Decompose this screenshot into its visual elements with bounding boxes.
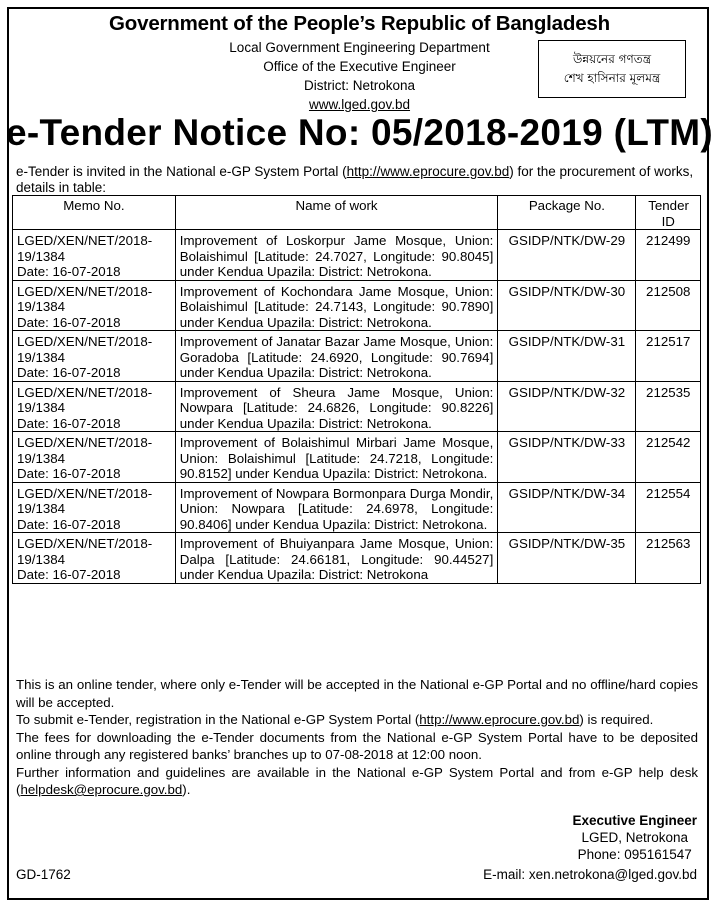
memo-cell: LGED/XEN/NET/2018- 19/1384 Date: 16-07-2018	[13, 331, 176, 382]
package-cell: GSIDP/NTK/DW-35	[498, 533, 636, 584]
package-cell: GSIDP/NTK/DW-31	[498, 331, 636, 382]
intro-text	[16, 164, 698, 196]
work-cell: Improvement of Bolaishimul Mirbari Jame Mosque, Union: Bolaishimul [Latitude: 24.7218, Longitude: 90.8152] under Kendua Upazila: District: Netrokona.	[175, 432, 498, 483]
note-registration: To submit e-Tender, registration in the National e-GP System Portal (http://www.eprocure.gov.bd) is required.	[16, 712, 654, 727]
package-cell: GSIDP/NTK/DW-32	[498, 381, 636, 432]
table-row	[13, 482, 701, 533]
table-row	[13, 533, 701, 584]
table-row	[13, 230, 701, 281]
work-cell: Improvement of Sheura Jame Mosque, Union: Nowpara [Latitude: 24.6826, Longitude: 90.8226] under Kendua Upazila: District: Netrokona.	[175, 381, 498, 432]
tender-id-cell: 212563	[636, 533, 701, 584]
memo-cell: LGED/XEN/NET/2018- 19/1384 Date: 16-07-2018	[13, 381, 176, 432]
work-cell: Improvement of Kochondara Jame Mosque, Union: Bolaishimul [Latitude: 24.7143, Longitude: 90.7890] under Kendua Upazila: District: Netrokona.	[175, 280, 498, 331]
eprocure-link[interactable]: http://www.eprocure.gov.bd	[346, 164, 510, 179]
signature-block	[572, 812, 697, 863]
work-cell: Improvement of Loskorpur Jame Mosque, Union: Bolaishimul [Latitude: 24.7027, Longitude: 90.8045] under Kendua Upazila: District: Netrokona.	[175, 230, 498, 281]
header-tender-id	[636, 196, 701, 230]
table-row	[13, 331, 701, 382]
tender-id-cell: 212517	[636, 331, 701, 382]
tender-table	[12, 195, 701, 584]
memo-cell: LGED/XEN/NET/2018- 19/1384 Date: 16-07-2018	[13, 432, 176, 483]
package-cell: GSIDP/NTK/DW-30	[498, 280, 636, 331]
package-cell: GSIDP/NTK/DW-34	[498, 482, 636, 533]
tender-id-cell: 212535	[636, 381, 701, 432]
notice-title: e-Tender Notice No: 05/2018-2019 (LTM)	[5, 112, 714, 153]
website-link[interactable]: www.lged.gov.bd	[308, 97, 411, 112]
table-header-row	[13, 196, 701, 230]
district-name: District: Netrokona	[303, 78, 416, 93]
work-cell: Improvement of Bhuiyanpara Jame Mosque, Union: Dalpa [Latitude: 24.66181, Longitude: 90.44527] under Kendua Upazila: District: Netrokona	[175, 533, 498, 584]
intro-before: e-Tender is invited in the National e-GP System Portal (	[16, 164, 347, 179]
memo-cell: LGED/XEN/NET/2018- 19/1384 Date: 16-07-2018	[13, 280, 176, 331]
signature-phone: Phone: 095161547	[577, 847, 692, 862]
header-package: Package No.	[498, 196, 636, 230]
slogan-line-1: উন্নয়নের গণতন্ত্র	[572, 52, 652, 66]
table-row	[13, 280, 701, 331]
note-helpdesk: Further information and guidelines are available in the National e-GP System Portal and from e-GP help desk (helpdesk@eprocure.gov.bd).	[16, 764, 698, 797]
header-memo: Memo No.	[13, 196, 176, 230]
work-cell: Improvement of Janatar Bazar Jame Mosque, Union: Goradoba [Latitude: 24.6920, Longitude: 90.7694] under Kendua Upazila: District: Netrokona.	[175, 331, 498, 382]
notes-section	[16, 676, 698, 799]
slogan-line-2: শেখ হাসিনার মূলমন্ত্র	[563, 71, 661, 85]
note-fees: The fees for downloading the e-Tender documents from the National e-GP System Portal have to be deposited online through any registered banks’ branches up to 07-08-2018 at 12:00 noon.	[16, 729, 698, 762]
gd-number: GD-1762	[16, 867, 71, 882]
signature-org: LGED, Netrokona	[581, 830, 688, 845]
helpdesk-email-link[interactable]: helpdesk@eprocure.gov.bd	[20, 782, 183, 797]
tender-id-cell: 212554	[636, 482, 701, 533]
memo-cell: LGED/XEN/NET/2018- 19/1384 Date: 16-07-2018	[13, 482, 176, 533]
package-cell: GSIDP/NTK/DW-33	[498, 432, 636, 483]
tender-id-cell: 212542	[636, 432, 701, 483]
government-heading: Government of the People’s Republic of Bangladesh	[109, 12, 610, 35]
signature-email: E-mail: xen.netrokona@lged.gov.bd	[483, 867, 697, 882]
table-row	[13, 432, 701, 483]
department-name: Local Government Engineering Department	[229, 40, 490, 55]
intro-after: ) for the procurement of works, details in table:	[16, 164, 694, 195]
header-tender-id-text: Tender ID	[648, 198, 689, 229]
memo-cell: LGED/XEN/NET/2018- 19/1384 Date: 16-07-2018	[13, 230, 176, 281]
memo-cell: LGED/XEN/NET/2018- 19/1384 Date: 16-07-2018	[13, 533, 176, 584]
work-cell: Improvement of Nowpara Bormonpara Durga Mondir, Union: Nowpara [Latitude: 24.6978, Longitude: 90.8406] under Kendua Upazila: District: Netrokona.	[175, 482, 498, 533]
package-cell: GSIDP/NTK/DW-29	[498, 230, 636, 281]
tender-id-cell: 212499	[636, 230, 701, 281]
signature-title: Executive Engineer	[572, 813, 697, 828]
tender-id-cell: 212508	[636, 280, 701, 331]
table-row	[13, 381, 701, 432]
registration-link[interactable]: http://www.eprocure.gov.bd	[419, 712, 580, 727]
header-work: Name of work	[175, 196, 498, 230]
office-name: Office of the Executive Engineer	[263, 59, 456, 74]
slogan-box	[538, 40, 686, 98]
note-online-tender: This is an online tender, where only e-Tender will be accepted in the National e-GP Portal and no offline/hard copies will be accepted.	[16, 677, 698, 710]
